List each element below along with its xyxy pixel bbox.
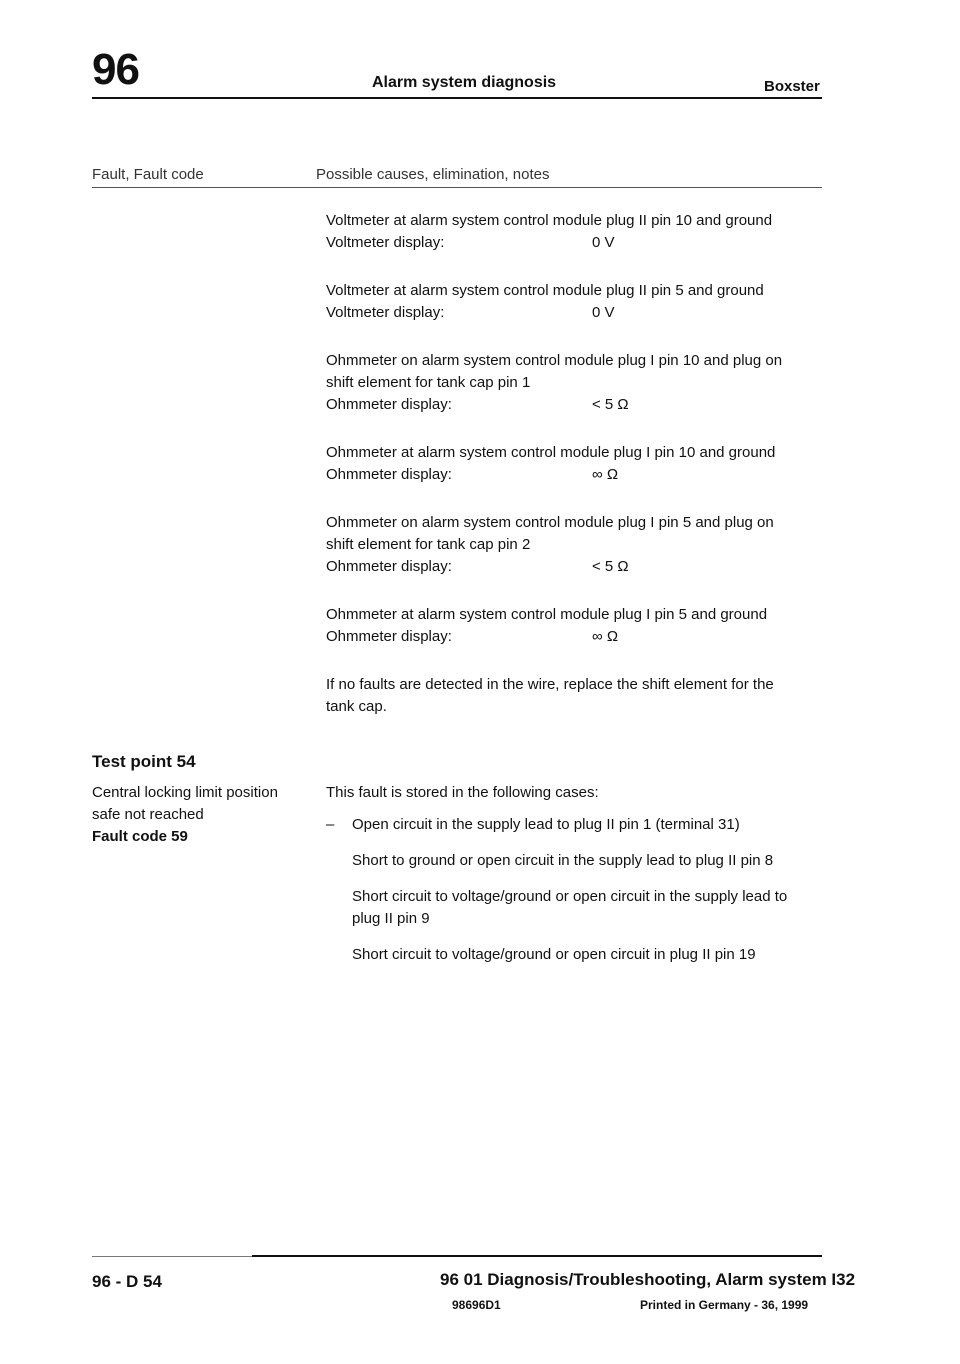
part-number: 98696D1 (452, 1298, 501, 1312)
measurement-block (326, 512, 816, 578)
measurement-block (326, 442, 816, 486)
display-row (326, 556, 816, 578)
header-rule (92, 97, 822, 99)
dash-spacer (326, 850, 352, 872)
measurement-instruction: shift element for tank cap pin 2 (326, 536, 531, 553)
fault-cases-intro: This fault is stored in the following cases: (326, 784, 599, 801)
display-value: ∞ Ω (592, 466, 619, 483)
fault-description (92, 782, 302, 848)
display-label: Ohmmeter display: (326, 558, 452, 575)
display-row (326, 394, 816, 416)
measurement-block (326, 350, 816, 416)
fault-case-item (326, 886, 816, 930)
measurement-block (326, 280, 816, 324)
print-info: Printed in Germany - 36, 1999 (640, 1298, 809, 1312)
fault-case-line: Short circuit to voltage/ground or open circuit in the supply lead to (352, 888, 788, 905)
fault-case-text (352, 850, 816, 872)
measurement-instruction: Ohmmeter on alarm system control module plug I pin 5 and plug on (326, 514, 774, 531)
conclusion-note (326, 674, 816, 718)
fault-case-text (352, 814, 816, 836)
fault-case-text (352, 886, 816, 930)
conclusion-line: tank cap. (326, 698, 387, 715)
measurement-instruction: Voltmeter at alarm system control module plug II pin 10 and ground (326, 212, 773, 229)
display-value: < 5 Ω (592, 396, 629, 413)
display-label: Voltmeter display: (326, 234, 445, 251)
fault-case-line: Short circuit to voltage/ground or open circuit in plug II pin 19 (352, 946, 756, 963)
measurement-instruction: Voltmeter at alarm system control module plug II pin 5 and ground (326, 282, 764, 299)
fault-code: Fault code 59 (92, 828, 188, 845)
measurement-instruction: Ohmmeter at alarm system control module plug I pin 5 and ground (326, 606, 768, 623)
measurement-notes (326, 210, 816, 744)
measurement-block (326, 604, 816, 648)
fault-cases (326, 782, 816, 980)
test-point-title: Test point 54 (92, 752, 196, 771)
display-row (326, 302, 816, 324)
column-heading-rule (92, 187, 822, 188)
column-heading-fault: Fault, Fault code (92, 166, 204, 183)
document-title: Alarm system diagnosis (372, 74, 557, 91)
display-row (326, 232, 816, 254)
fault-case-item (326, 850, 816, 872)
fault-case-item (326, 944, 816, 966)
display-label: Voltmeter display: (326, 304, 445, 321)
display-value: 0 V (592, 304, 615, 321)
chapter-number: 96 (92, 45, 139, 94)
display-value: 0 V (592, 234, 615, 251)
fault-case-line: Open circuit in the supply lead to plug II pin 1 (terminal 31) (352, 816, 740, 833)
dash-bullet: – (326, 816, 335, 833)
measurement-instruction: shift element for tank cap pin 1 (326, 374, 531, 391)
measurement-instruction: Ohmmeter at alarm system control module plug I pin 10 and ground (326, 444, 776, 461)
dash-spacer (326, 886, 352, 930)
display-row (326, 464, 816, 486)
footer-section-title: 96 01 Diagnosis/Troubleshooting, Alarm system I32 (440, 1270, 856, 1289)
conclusion-line: If no faults are detected in the wire, replace the shift element for the (326, 676, 774, 693)
dash-spacer (326, 944, 352, 966)
measurement-block (326, 210, 816, 254)
page-identifier: 96 - D 54 (92, 1272, 162, 1291)
fault-case-item (326, 814, 816, 836)
footer-rule-right (252, 1255, 822, 1257)
column-heading-causes: Possible causes, elimination, notes (316, 166, 550, 183)
fault-case-text (352, 944, 816, 966)
display-value: < 5 Ω (592, 558, 629, 575)
display-label: Ohmmeter display: (326, 628, 452, 645)
footer-rule-left (92, 1256, 252, 1257)
fault-description-line: safe not reached (92, 806, 204, 823)
fault-case-line: Short to ground or open circuit in the supply lead to plug II pin 8 (352, 852, 774, 869)
model-name: Boxster (764, 78, 820, 95)
display-value: ∞ Ω (592, 628, 619, 645)
display-row (326, 626, 816, 648)
display-label: Ohmmeter display: (326, 466, 452, 483)
display-label: Ohmmeter display: (326, 396, 452, 413)
fault-description-line: Central locking limit position (92, 784, 278, 801)
measurement-instruction: Ohmmeter on alarm system control module plug I pin 10 and plug on (326, 352, 783, 369)
fault-case-line: plug II pin 9 (352, 910, 430, 927)
